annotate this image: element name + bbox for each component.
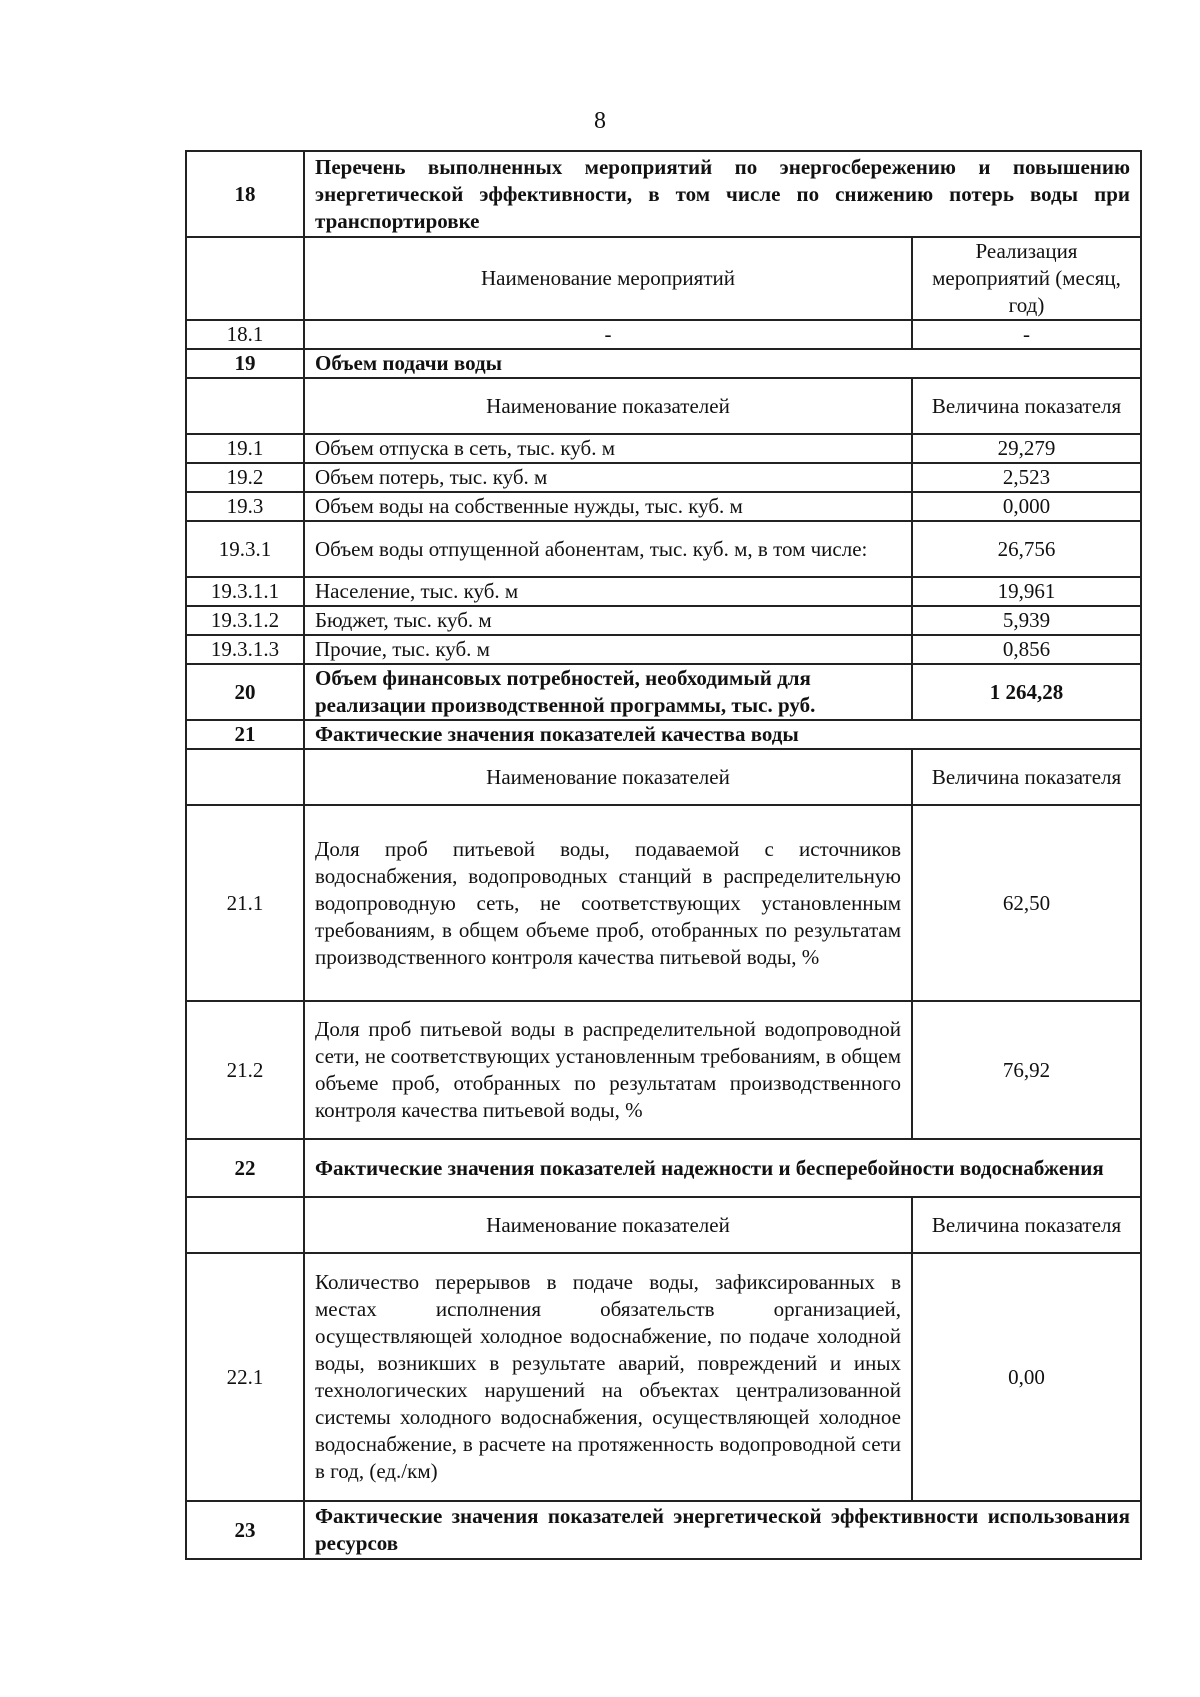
table-row [186,151,1141,237]
column-header-value: Величина показателя [912,378,1141,434]
table-row [186,1001,1141,1139]
row-number: 22 [186,1139,304,1197]
table-row [186,320,1141,349]
row-value: 19,961 [912,577,1141,606]
row-name: Объем воды на собственные нужды, тыс. куб. м [304,492,912,521]
row-number [186,749,304,805]
row-value: 1 264,28 [912,664,1141,720]
row-number: 19.3 [186,492,304,521]
row-number: 22.1 [186,1253,304,1501]
row-name: Прочие, тыс. куб. м [304,635,912,664]
table-row [186,720,1141,749]
row-name: Объем воды отпущенной абонентам, тыс. куб. м, в том числе: [304,521,912,577]
table-row [186,1197,1141,1253]
column-header-value: Реализация мероприятий (месяц, год) [912,237,1141,320]
row-number: 19.2 [186,463,304,492]
row-number: 21.1 [186,805,304,1001]
row-value: 0,856 [912,635,1141,664]
table-row [186,635,1141,664]
row-value: 0,00 [912,1253,1141,1501]
column-header-value: Величина показателя [912,749,1141,805]
table-row [186,521,1141,577]
page-number: 8 [594,108,606,134]
section-title: Фактические значения показателей качества воды [304,720,1141,749]
row-number: 21 [186,720,304,749]
table-row [186,378,1141,434]
section-title: Фактические значения показателей надежности и бесперебойности водоснабжения [304,1139,1141,1197]
row-value: 29,279 [912,434,1141,463]
row-number: 19.1 [186,434,304,463]
row-number [186,1197,304,1253]
row-value: 26,756 [912,521,1141,577]
row-value: 2,523 [912,463,1141,492]
row-value: 76,92 [912,1001,1141,1139]
row-value: - [912,320,1141,349]
row-name: Количество перерывов в подаче воды, зафиксированных в местах исполнения обязательств организацией, осуществляющей холодное водоснабжение, по подаче холодной воды, возникших в результате аварий, повреждений и иных технологических нарушений на объектах централизованной системы холодного водоснабжения, осуществляющей холодное водоснабжение, в расчете на протяженность водопроводной сети в год, (ед./км) [304,1253,912,1501]
column-header-name: Наименование показателей [304,378,912,434]
table-row [186,749,1141,805]
row-name: Объем финансовых потребностей, необходимый для реализации производственной программы, тыс. руб. [304,664,912,720]
column-header-name: Наименование показателей [304,1197,912,1253]
row-name: - [304,320,912,349]
row-name: Население, тыс. куб. м [304,577,912,606]
table-row [186,1253,1141,1501]
row-number: 19.3.1 [186,521,304,577]
row-number: 18 [186,151,304,237]
indicators-table [185,150,1142,1560]
row-number: 19.3.1.1 [186,577,304,606]
row-number: 21.2 [186,1001,304,1139]
table-row [186,492,1141,521]
section-title: Фактические значения показателей энергетической эффективности использования ресурсов [304,1501,1141,1559]
row-value: 5,939 [912,606,1141,635]
table-row [186,805,1141,1001]
table-row [186,577,1141,606]
row-value: 62,50 [912,805,1141,1001]
column-header-name: Наименование показателей [304,749,912,805]
row-value: 0,000 [912,492,1141,521]
row-name: Доля проб питьевой воды в распределительной водопроводной сети, не соответствующих установленным требованиям, в общем объеме проб, отобранных по результатам производственного контроля качества питьевой воды, % [304,1001,912,1139]
row-number: 19 [186,349,304,378]
table-row [186,606,1141,635]
row-number: 20 [186,664,304,720]
section-title: Объем подачи воды [304,349,1141,378]
row-name: Бюджет, тыс. куб. м [304,606,912,635]
row-number: 19.3.1.3 [186,635,304,664]
table-row [186,1501,1141,1559]
row-number: 19.3.1.2 [186,606,304,635]
row-number [186,378,304,434]
column-header-name: Наименование мероприятий [304,237,912,320]
row-name: Доля проб питьевой воды, подаваемой с источников водоснабжения, водопроводных станций в распределительную водопроводную сеть, не соответствующих установленным требованиям, в общем объеме проб, отобранных по результатам производственного контроля качества питьевой воды, % [304,805,912,1001]
table-row [186,434,1141,463]
table-row [186,664,1141,720]
table-row [186,463,1141,492]
row-name: Объем потерь, тыс. куб. м [304,463,912,492]
section-title: Перечень выполненных мероприятий по энергосбережению и повышению энергетической эффективности, в том числе по снижению потерь воды при транспортировке [304,151,1141,237]
row-number [186,237,304,320]
table-row [186,237,1141,320]
table-row [186,1139,1141,1197]
table-row [186,349,1141,378]
row-number: 23 [186,1501,304,1559]
row-name: Объем отпуска в сеть, тыс. куб. м [304,434,912,463]
row-number: 18.1 [186,320,304,349]
column-header-value: Величина показателя [912,1197,1141,1253]
